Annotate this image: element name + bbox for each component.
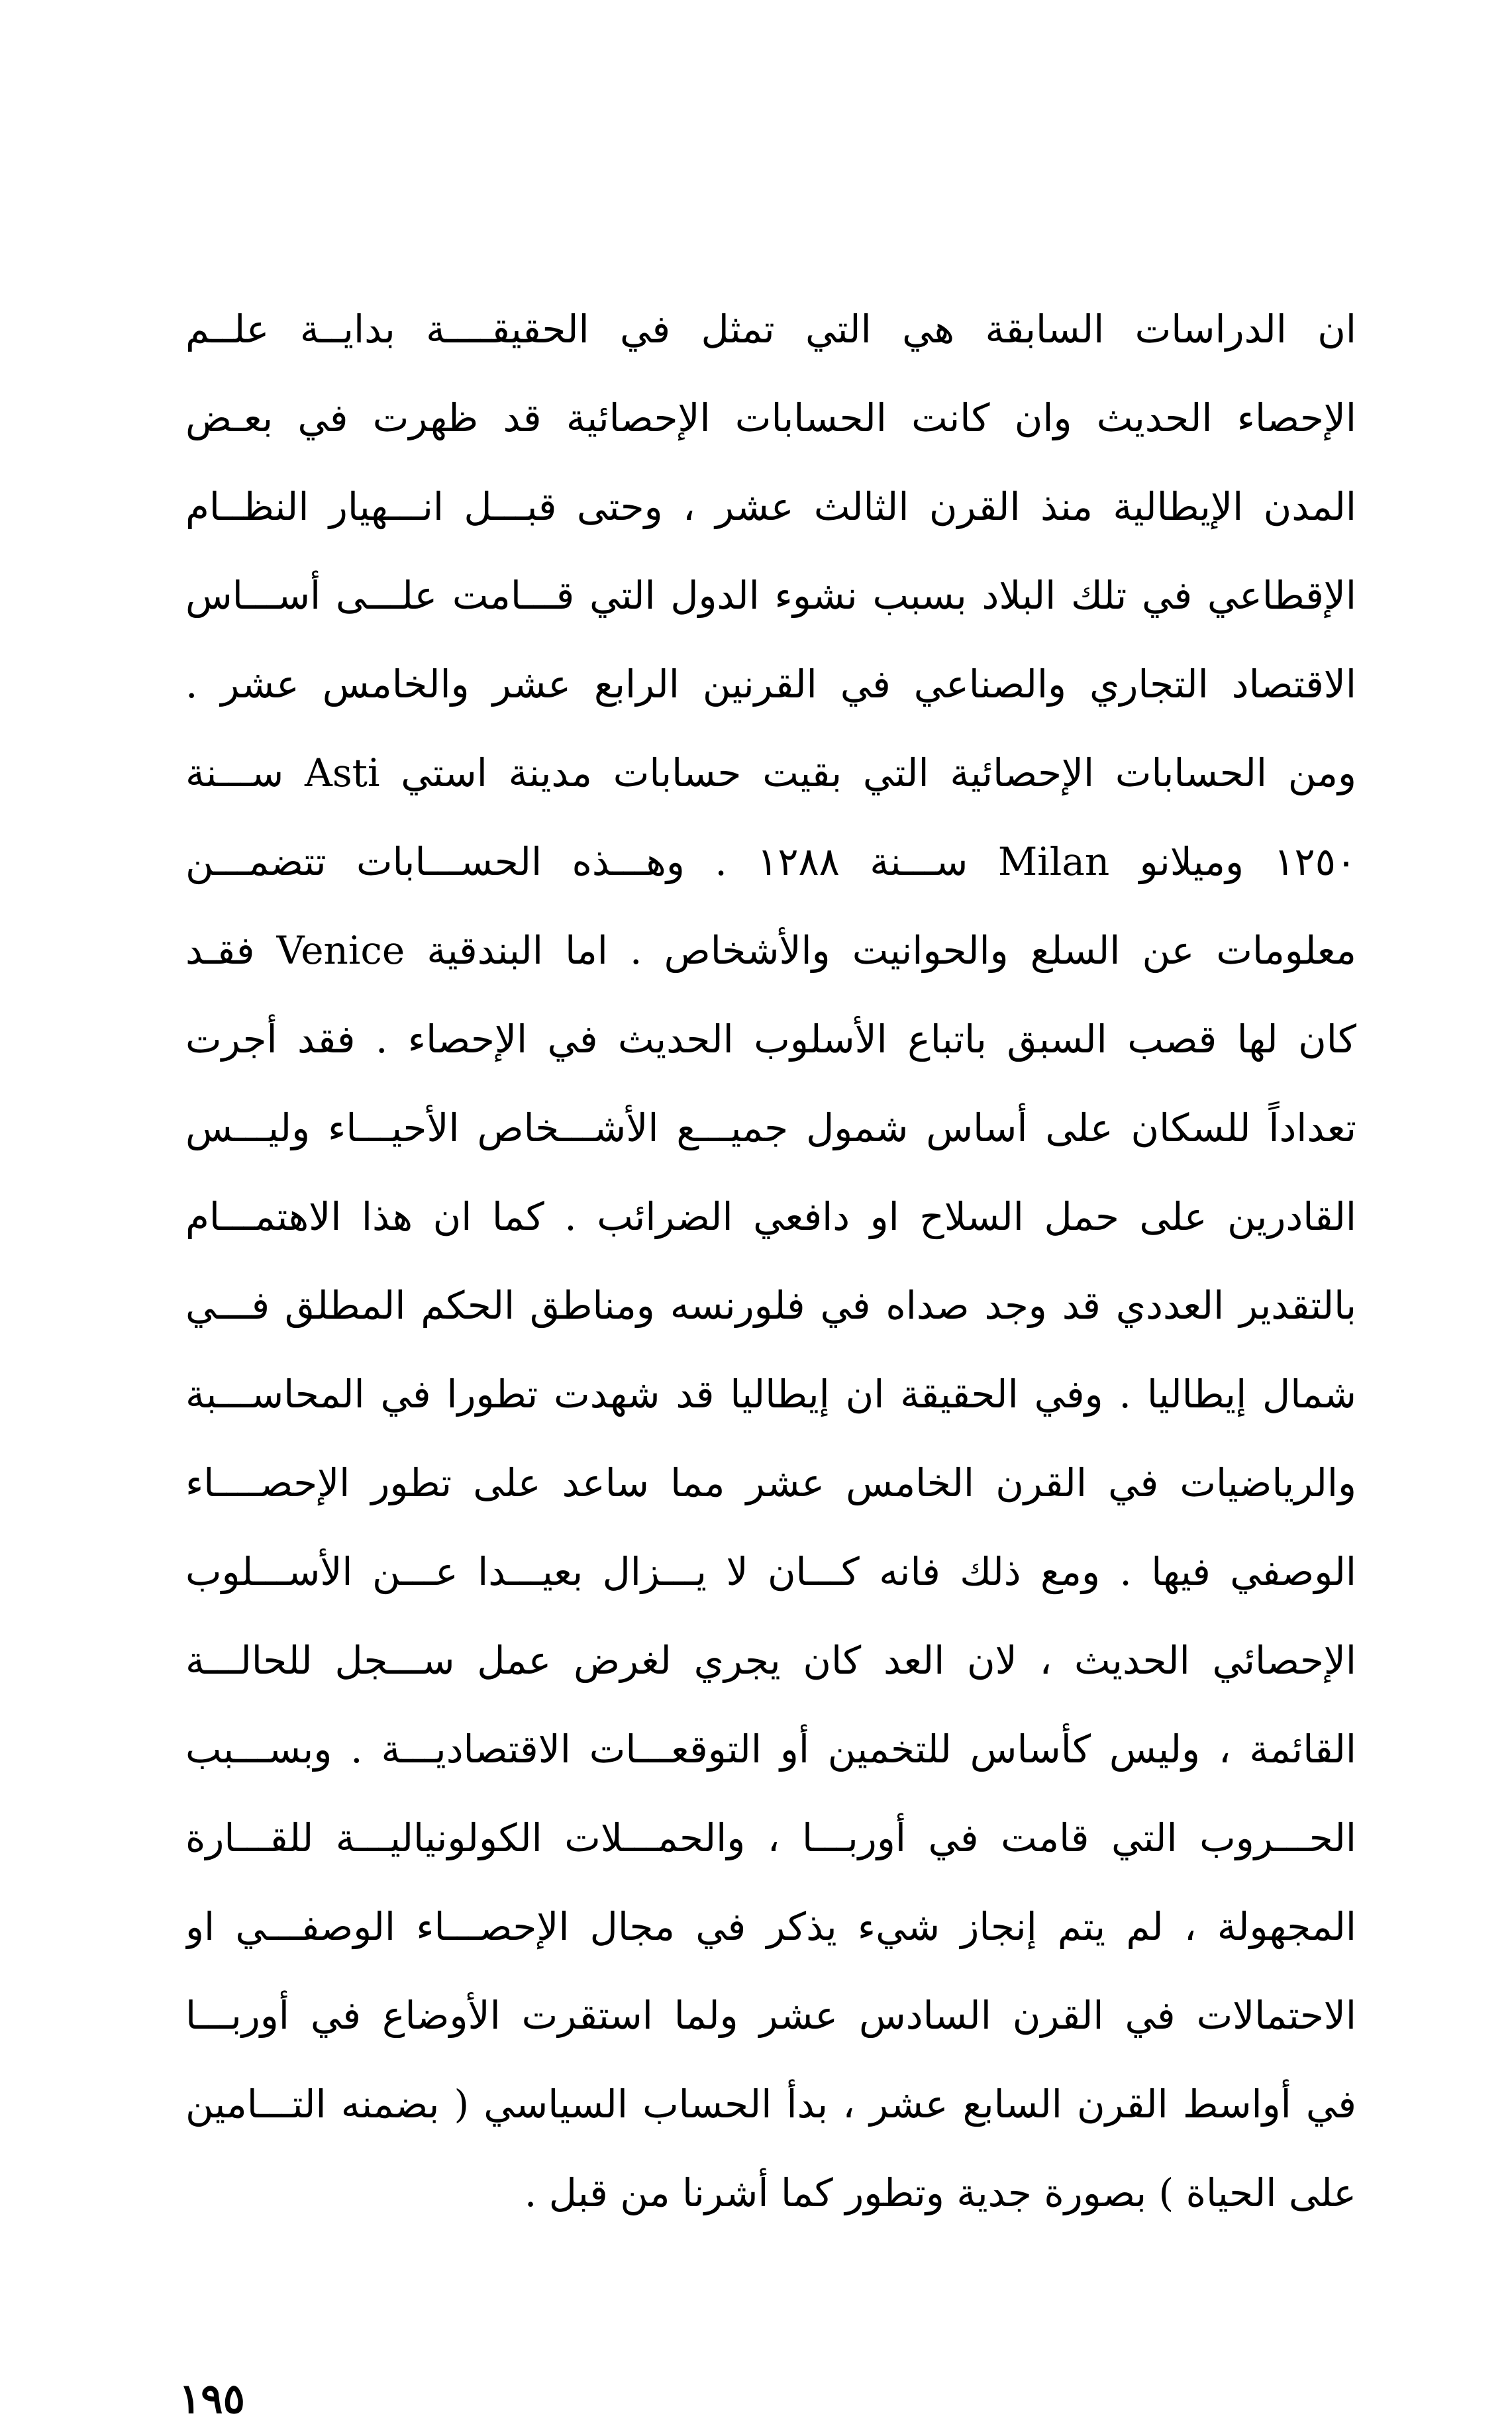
text-line: الاحتمالات في القرن السادس عشر ولما استقرت الأوضاع في أوربـــا xyxy=(185,1993,1356,2038)
text-line: الإحصائي الحديث ، لان العد كان يجري لغرض عمل ســـجل للحالـــة xyxy=(185,1638,1356,1683)
text-line: الاقتصاد التجاري والصناعي في القرنين الرابع عشر والخامس عشر . xyxy=(185,662,1356,707)
text-line: المدن الإيطالية منذ القرن الثالث عشر ، وحتى قبـــل انـــهيار النظــام xyxy=(185,484,1356,529)
text-line: الإقطاعي في تلك البلاد بسبب نشوء الدول التي قـــامت علـــى أســـاس xyxy=(185,573,1356,618)
text-line: ان الدراسات السابقة هي التي تمثل في الحقيقــــة بدايــة علــم xyxy=(185,307,1356,352)
text-line: المجهولة ، لم يتم إنجاز شيء يذكر في مجال الإحصـــاء الوصفـــي او xyxy=(185,1904,1356,1949)
text-line: بالتقدير العددي قد وجد صداه في فلورنسه ومناطق الحكم المطلق فـــي xyxy=(185,1283,1356,1328)
text-line: ومن الحسابات الإحصائية التي بقيت حسابات مدينة استي Asti ســـنة xyxy=(185,750,1356,795)
text-line: تعداداً للسكان على أساس شمول جميـــع الأشـــخاص الأحيـــاء وليـــس xyxy=(185,1105,1356,1150)
text-line: معلومات عن السلع والحوانيت والأشخاص . اما البندقية Venice فقـد xyxy=(185,928,1356,973)
page-number: ١٩٥ xyxy=(179,2374,245,2423)
text-line: القائمة ، وليس كأساس للتخمين أو التوقعـــات الاقتصاديـــة . وبســـبب xyxy=(185,1727,1356,1772)
text-line: الحـــروب التي قامت في أوربـــا ، والحمـــلات الكولونياليـــة للقـــارة xyxy=(185,1815,1356,1860)
text-line: كان لها قصب السبق باتباع الأسلوب الحديث في الإحصاء . فقد أجرت xyxy=(185,1017,1356,1062)
text-line: ١٢٥٠ وميلانو Milan ســـنة ١٢٨٨ . وهـــذه الحســـابات تتضمـــن xyxy=(185,839,1356,884)
text-line: الإحصاء الحديث وان كانت الحسابات الإحصائية قد ظهرت في بعـض xyxy=(185,395,1356,440)
text-line: والرياضيات في القرن الخامس عشر مما ساعد على تطور الإحصــــاء xyxy=(185,1460,1356,1505)
body-text xyxy=(185,285,1356,2237)
text-line: على الحياة ) بصورة جدية وتطور كما أشرنا من قبل . xyxy=(524,2170,1356,2215)
text-line: شمال إيطاليا . وفي الحقيقة ان إيطاليا قد شهدت تطورا في المحاســـبة xyxy=(185,1372,1356,1417)
text-line: القادرين على حمل السلاح او دافعي الضرائب . كما ان هذا الاهتمـــام xyxy=(185,1194,1356,1239)
text-line: في أواسط القرن السابع عشر ، بدأ الحساب السياسي ( بضمنه التـــامين xyxy=(185,2082,1356,2127)
text-line: الوصفي فيها . ومع ذلك فانه كـــان لا يـــزال بعيـــدا عـــن الأســـلوب xyxy=(185,1549,1356,1594)
